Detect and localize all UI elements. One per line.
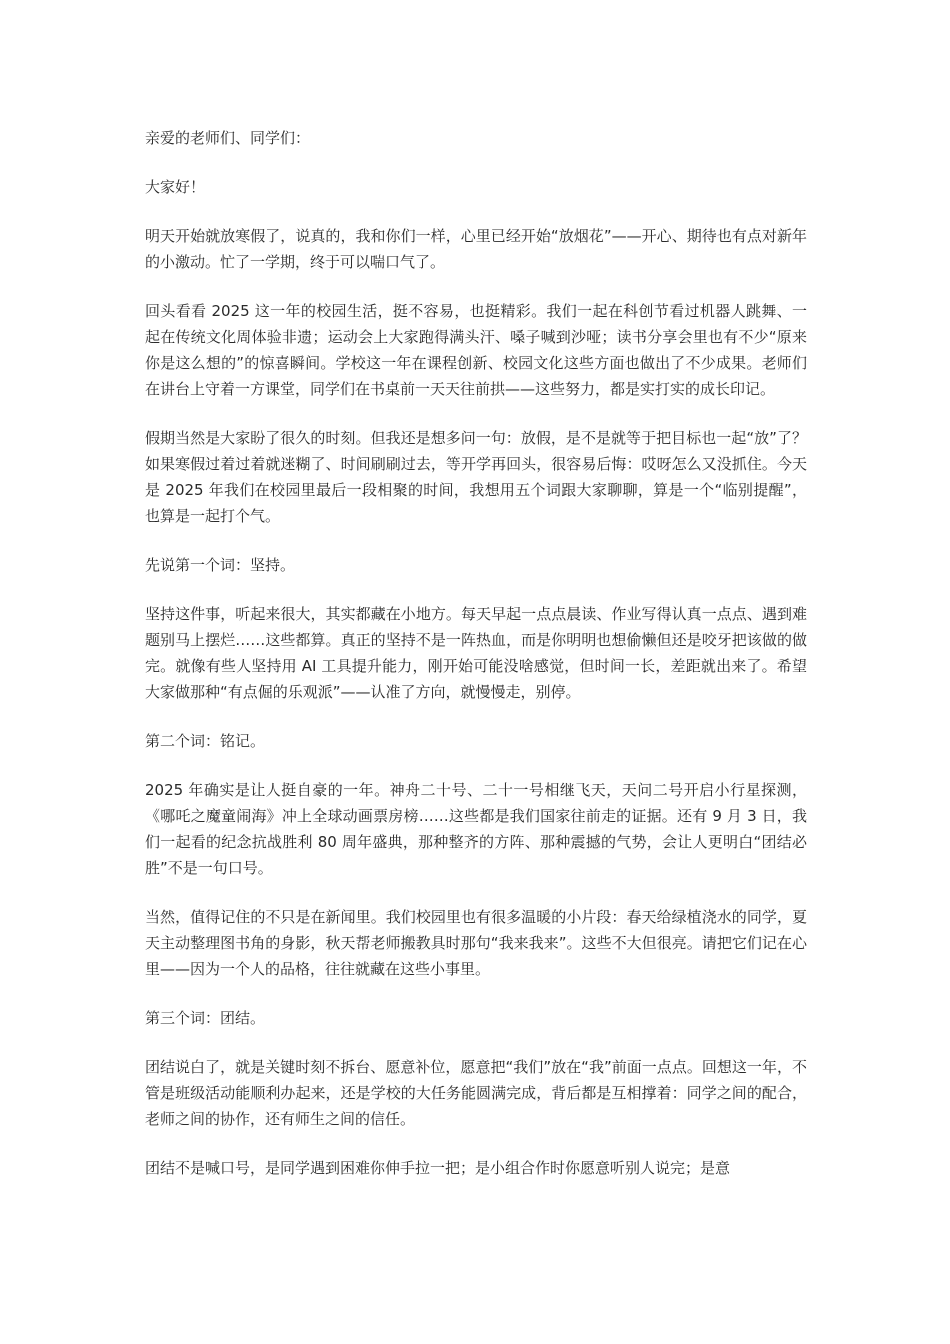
paragraph: 团结说白了，就是关键时刻不拆台、愿意补位，愿意把“我们”放在“我”前面一点点。回想这一年，不管是班级活动能顺利办起来，还是学校的大任务能圆满完成，背后都是互相撑着：同学之间的配合，老师之间的协作，还有师生之间的信任。	[145, 1058, 807, 1128]
paragraph: 当然，值得记住的不只是在新闻里。我们校园里也有很多温暖的小片段：春天给绿植浇水的同学，夏天主动整理图书角的身影，秋天帮老师搬教具时那句“我来我来”。这些不大但很亮。请把它们记在心里——因为一个人的品格，往往就藏在这些小事里。	[145, 908, 807, 978]
greeting: 大家好！	[145, 178, 206, 196]
section-heading: 第三个词：团结。	[145, 1009, 266, 1027]
paragraph: 2025 年确实是让人挺自豪的一年。神舟二十号、二十一号相继飞天，天问二号开启小行星探测，《哪吒之魔童闹海》冲上全球动画票房榜……这些都是我们国家往前走的证据。还有 9 月 3 日，我们一起看的纪念抗战胜利 80 周年盛典，那种整齐的方阵、那种震撼的气势，会让人更明白“团结必胜”不是一句口号。	[145, 781, 807, 877]
paragraph: 坚持这件事，听起来很大，其实都藏在小地方。每天早起一点点晨读、作业写得认真一点点、遇到难题别马上摆烂……这些都算。真正的坚持不是一阵热血，而是你明明也想偷懒但还是咬牙把该做的做完。就像有些人坚持用 AI 工具提升能力，刚开始可能没啥感觉，但时间一长，差距就出来了。希望大家做那种“有点倔的乐观派”——认准了方向，就慢慢走，别停。	[145, 605, 807, 701]
salutation: 亲爱的老师们、同学们：	[145, 129, 311, 147]
paragraph: 假期当然是大家盼了很久的时刻。但我还是想多问一句：放假，是不是就等于把目标也一起“放”了？如果寒假过着过着就迷糊了、时间刷刷过去，等开学再回头，很容易后悔：哎呀怎么又没抓住。今天是 2025 年我们在校园里最后一段相聚的时间，我想用五个词跟大家聊聊，算是一个“临别提醒”，也算是一起打个气。	[145, 429, 807, 525]
paragraph: 明天开始就放寒假了，说真的，我和你们一样，心里已经开始“放烟花”——开心、期待也有点对新年的小激动。忙了一学期，终于可以喘口气了。	[145, 227, 807, 271]
speech-body	[145, 125, 807, 1204]
section-heading: 第二个词：铭记。	[145, 732, 266, 750]
section-heading: 先说第一个词：坚持。	[145, 556, 296, 574]
paragraph: 回头看看 2025 这一年的校园生活，挺不容易，也挺精彩。我们一起在科创节看过机器人跳舞、一起在传统文化周体验非遗；运动会上大家跑得满头汗、嗓子喊到沙哑；读书分享会里也有不少“原来你是这么想的”的惊喜瞬间。学校这一年在课程创新、校园文化这些方面也做出了不少成果。老师们在讲台上守着一方课堂，同学们在书桌前一天天往前拱——这些努力，都是实打实的成长印记。	[145, 302, 807, 398]
paragraph: 团结不是喊口号，是同学遇到困难你伸手拉一把；是小组合作时你愿意听别人说完；是意	[145, 1159, 731, 1177]
